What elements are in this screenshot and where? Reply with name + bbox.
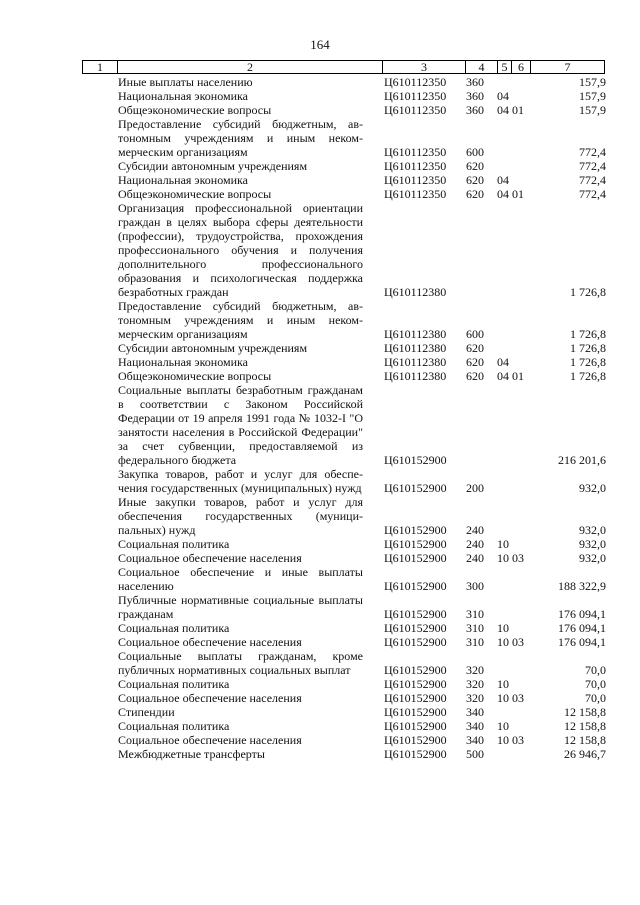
row-expense-type: 620 xyxy=(466,159,484,173)
row-code: Ц610112350 xyxy=(384,103,447,117)
table-row xyxy=(0,187,640,201)
row-code: Ц610152900 xyxy=(384,523,447,537)
row-expense-type: 320 xyxy=(466,677,484,691)
row-code: Ц610112380 xyxy=(384,327,447,341)
table-row xyxy=(0,537,640,551)
table-row xyxy=(0,551,640,565)
table-row xyxy=(0,649,640,677)
col-header-4: 4 xyxy=(466,61,498,74)
row-code: Ц610152900 xyxy=(384,677,447,691)
row-amount: 1 726,8 xyxy=(570,341,606,355)
row-expense-type: 320 xyxy=(466,663,484,677)
row-amount: 157,9 xyxy=(579,75,606,89)
row-expense-type: 340 xyxy=(466,705,484,719)
row-section: 10 xyxy=(497,677,509,691)
col-header-7: 7 xyxy=(531,61,605,74)
row-section: 10 03 xyxy=(497,635,524,649)
row-section: 04 xyxy=(497,355,509,369)
table-row xyxy=(0,691,640,705)
table-row xyxy=(0,733,640,747)
row-label: Организация профессиональной ориентации граждан в целях выбора сферы деятельности (профессии), трудоустройства, прохождения профессионального обучения и получения дополнительного профессионального образования и психологическая поддержка безработных граждан xyxy=(118,201,363,299)
table-row xyxy=(0,173,640,187)
row-code: Ц610152900 xyxy=(384,481,447,495)
row-label: Социальная политика xyxy=(118,621,230,635)
row-code: Ц610112380 xyxy=(384,355,447,369)
row-code: Ц610152900 xyxy=(384,621,447,635)
budget-table-body xyxy=(0,75,640,761)
row-expense-type: 240 xyxy=(466,523,484,537)
row-amount: 12 158,8 xyxy=(564,705,606,719)
table-row xyxy=(0,621,640,635)
row-code: Ц610152900 xyxy=(384,607,447,621)
row-label: Социальное обеспечение и иные выплаты населению xyxy=(118,565,363,593)
row-expense-type: 360 xyxy=(466,75,484,89)
row-expense-type: 360 xyxy=(466,103,484,117)
row-label: Социальное обеспечение населения xyxy=(118,551,302,565)
row-amount: 176 094,1 xyxy=(558,607,606,621)
row-amount: 12 158,8 xyxy=(564,719,606,733)
row-expense-type: 620 xyxy=(466,173,484,187)
row-label: Субсидии автономным учреждениям xyxy=(118,159,308,173)
table-row xyxy=(0,593,640,621)
row-label: Общеэкономические вопросы xyxy=(118,187,272,201)
table-row xyxy=(0,201,640,299)
table-row xyxy=(0,677,640,691)
table-row xyxy=(0,467,640,495)
row-label: Национальная экономика xyxy=(118,173,248,187)
column-header xyxy=(82,60,605,74)
row-amount: 70,0 xyxy=(585,691,606,705)
row-label: Социальные выплаты безработным гражданам в соответствии с Законом Российской Федерации от 19 апреля 1991 года № 1032-I "О занятости населения в Российской Федерации" за счет субвенции, предоставляемой из федерального бюджета xyxy=(118,383,363,467)
row-code: Ц610152900 xyxy=(384,537,447,551)
row-code: Ц610112350 xyxy=(384,173,447,187)
row-section: 10 03 xyxy=(497,733,524,747)
row-expense-type: 310 xyxy=(466,635,484,649)
row-code: Ц610112350 xyxy=(384,187,447,201)
row-expense-type: 240 xyxy=(466,537,484,551)
row-amount: 157,9 xyxy=(579,89,606,103)
table-row xyxy=(0,117,640,159)
row-expense-type: 300 xyxy=(466,579,484,593)
row-label: Иные выплаты населению xyxy=(118,75,253,89)
table-row xyxy=(0,159,640,173)
row-expense-type: 360 xyxy=(466,89,484,103)
table-row xyxy=(0,103,640,117)
row-section: 10 xyxy=(497,621,509,635)
table-row xyxy=(0,369,640,383)
row-code: Ц610112380 xyxy=(384,369,447,383)
row-section: 04 01 xyxy=(497,103,524,117)
row-section: 10 03 xyxy=(497,691,524,705)
row-label: Социальные выплаты гражданам, кроме публичных нормативных социальных выплат xyxy=(118,649,363,677)
row-code: Ц610152900 xyxy=(384,663,447,677)
row-expense-type: 310 xyxy=(466,607,484,621)
row-code: Ц610152900 xyxy=(384,705,447,719)
row-amount: 176 094,1 xyxy=(558,621,606,635)
row-expense-type: 200 xyxy=(466,481,484,495)
row-section: 04 01 xyxy=(497,187,524,201)
page-number: 164 xyxy=(310,37,330,52)
table-row xyxy=(0,719,640,733)
row-expense-type: 310 xyxy=(466,621,484,635)
row-code: Ц610152900 xyxy=(384,551,447,565)
row-label: Социальная политика xyxy=(118,719,230,733)
row-amount: 1 726,8 xyxy=(570,327,606,341)
row-label: Предоставление субсидий бюджетным, автономным учреждениям и иным некоммерческим организациям xyxy=(118,117,363,159)
table-row xyxy=(0,635,640,649)
row-expense-type: 620 xyxy=(466,355,484,369)
row-amount: 932,0 xyxy=(579,551,606,565)
row-amount: 12 158,8 xyxy=(564,733,606,747)
row-amount: 1 726,8 xyxy=(570,285,606,299)
table-row xyxy=(0,341,640,355)
col-header-1: 1 xyxy=(83,61,118,74)
row-amount: 772,4 xyxy=(579,187,606,201)
row-code: Ц610152900 xyxy=(384,733,447,747)
row-code: Ц610152900 xyxy=(384,691,447,705)
row-label: Социальное обеспечение населения xyxy=(118,733,302,747)
row-section: 10 xyxy=(497,537,509,551)
row-label: Общеэкономические вопросы xyxy=(118,369,272,383)
row-label: Национальная экономика xyxy=(118,355,248,369)
row-label: Межбюджетные трансферты xyxy=(118,747,265,761)
row-section: 04 xyxy=(497,89,509,103)
row-expense-type: 620 xyxy=(466,341,484,355)
table-row xyxy=(0,355,640,369)
row-code: Ц610112350 xyxy=(384,75,447,89)
row-expense-type: 620 xyxy=(466,187,484,201)
row-label: Социальная политика xyxy=(118,677,230,691)
row-code: Ц610112350 xyxy=(384,159,447,173)
row-expense-type: 340 xyxy=(466,719,484,733)
row-amount: 932,0 xyxy=(579,537,606,551)
row-section: 10 03 xyxy=(497,551,524,565)
table-row xyxy=(0,383,640,467)
row-amount: 176 094,1 xyxy=(558,635,606,649)
row-label: Стипендии xyxy=(118,705,175,719)
row-label: Предоставление субсидий бюджетным, автономным учреждениям и иным некоммерческим организациям xyxy=(118,299,363,341)
table-row xyxy=(0,89,640,103)
row-label: Социальное обеспечение населения xyxy=(118,635,302,649)
row-section: 10 xyxy=(497,719,509,733)
row-code: Ц610152900 xyxy=(384,579,447,593)
table-row xyxy=(0,705,640,719)
row-amount: 70,0 xyxy=(585,663,606,677)
row-label: Национальная экономика xyxy=(118,89,248,103)
table-row xyxy=(0,299,640,341)
row-amount: 772,4 xyxy=(579,173,606,187)
row-label: Иные закупки товаров, работ и услуг для обеспечения государственных (муниципальных) нужд xyxy=(118,495,363,537)
row-amount: 1 726,8 xyxy=(570,355,606,369)
row-amount: 188 322,9 xyxy=(558,579,606,593)
col-header-6: 6 xyxy=(512,61,531,74)
row-code: Ц610112380 xyxy=(384,341,447,355)
table-row xyxy=(0,75,640,89)
col-header-5: 5 xyxy=(498,61,512,74)
table-row xyxy=(0,495,640,537)
row-code: Ц610112380 xyxy=(384,285,447,299)
row-amount: 932,0 xyxy=(579,481,606,495)
table-row xyxy=(0,747,640,761)
row-expense-type: 620 xyxy=(466,369,484,383)
row-amount: 70,0 xyxy=(585,677,606,691)
row-amount: 216 201,6 xyxy=(558,453,606,467)
row-amount: 1 726,8 xyxy=(570,369,606,383)
row-label: Публичные нормативные социальные выплаты гражданам xyxy=(118,593,363,621)
row-expense-type: 240 xyxy=(466,551,484,565)
row-code: Ц610152900 xyxy=(384,453,447,467)
row-label: Социальное обеспечение населения xyxy=(118,691,302,705)
row-amount: 157,9 xyxy=(579,103,606,117)
col-header-2: 2 xyxy=(118,61,383,74)
row-code: Ц610112350 xyxy=(384,145,447,159)
row-expense-type: 500 xyxy=(466,747,484,761)
row-code: Ц610152900 xyxy=(384,747,447,761)
row-section: 04 01 xyxy=(497,369,524,383)
row-amount: 26 946,7 xyxy=(564,747,606,761)
row-section: 04 xyxy=(497,173,509,187)
row-amount: 932,0 xyxy=(579,523,606,537)
row-expense-type: 600 xyxy=(466,327,484,341)
row-label: Закупка товаров, работ и услуг для обеспечения государственных (муниципальных) нужд xyxy=(118,467,363,495)
row-code: Ц610152900 xyxy=(384,635,447,649)
row-amount: 772,4 xyxy=(579,159,606,173)
table-row xyxy=(0,565,640,593)
row-code: Ц610152900 xyxy=(384,719,447,733)
row-expense-type: 600 xyxy=(466,145,484,159)
row-label: Общеэкономические вопросы xyxy=(118,103,272,117)
col-header-3: 3 xyxy=(383,61,466,74)
row-amount: 772,4 xyxy=(579,145,606,159)
row-label: Субсидии автономным учреждениям xyxy=(118,341,308,355)
row-label: Социальная политика xyxy=(118,537,230,551)
row-expense-type: 340 xyxy=(466,733,484,747)
row-expense-type: 320 xyxy=(466,691,484,705)
row-code: Ц610112350 xyxy=(384,89,447,103)
